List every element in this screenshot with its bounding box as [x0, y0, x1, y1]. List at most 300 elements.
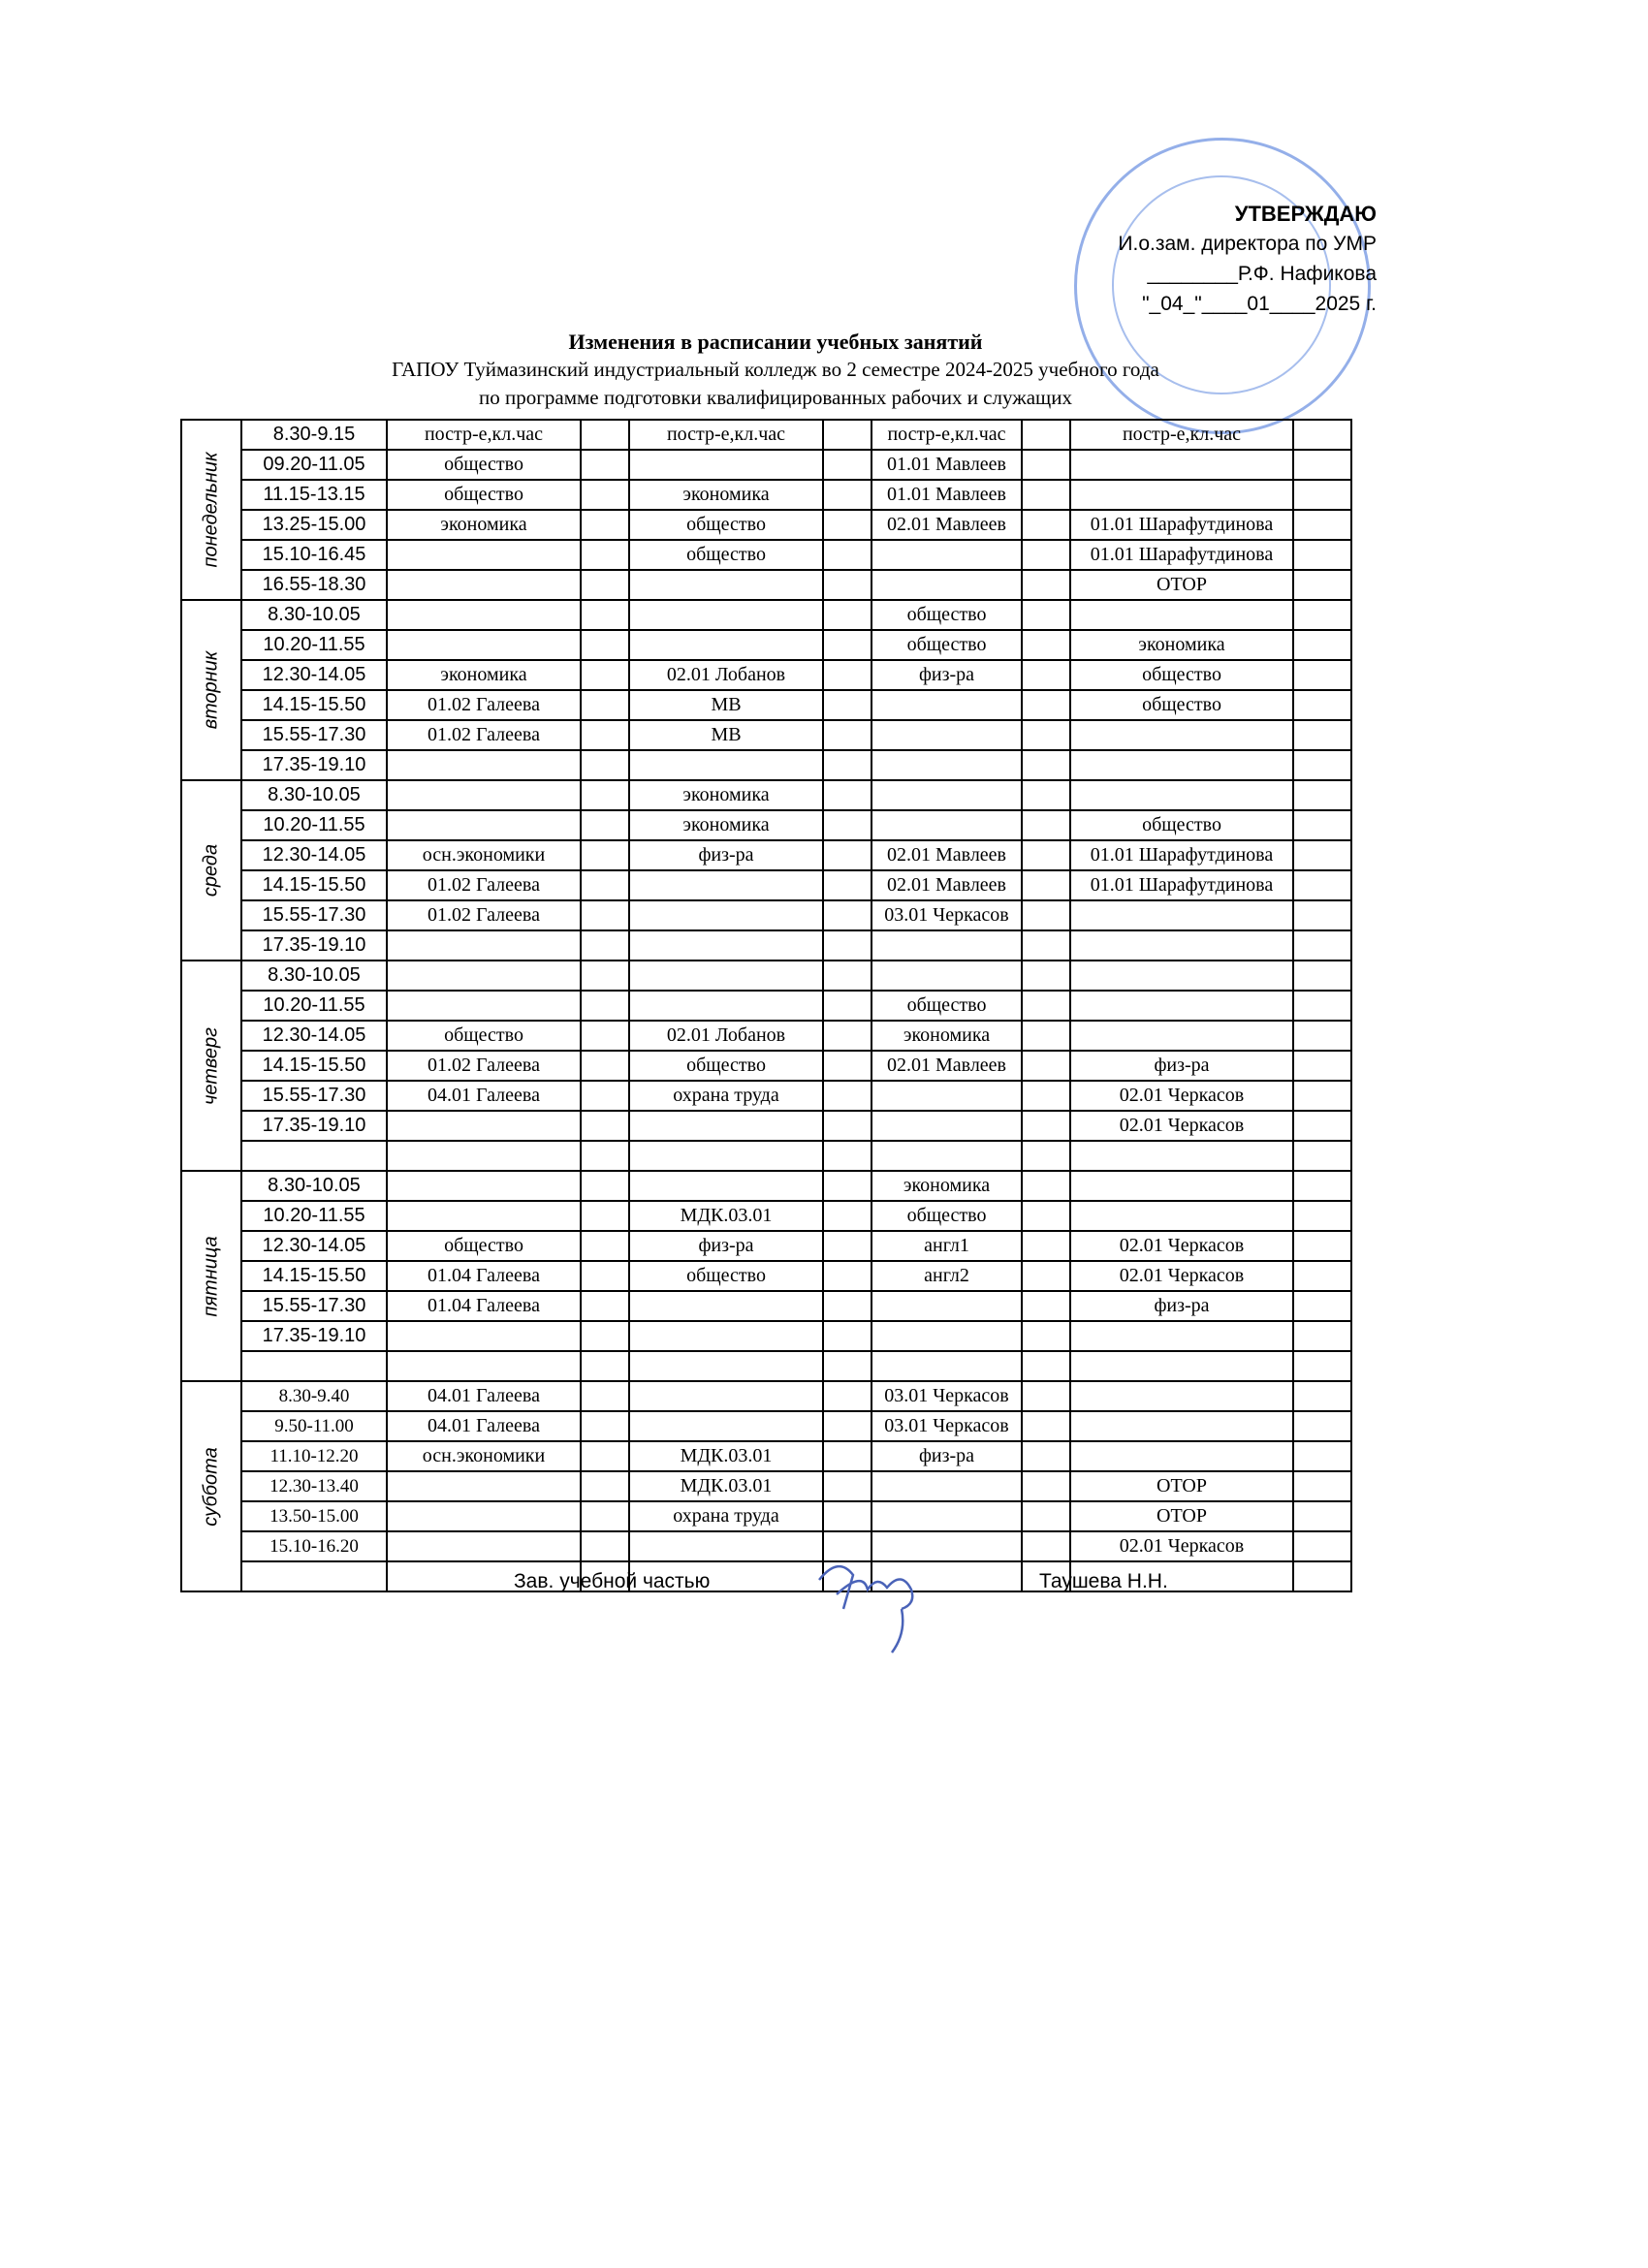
schedule-row — [181, 450, 1351, 480]
group4-subject-cell — [1070, 900, 1293, 930]
group1-subject-cell: экономика — [387, 510, 581, 540]
group3-subject-cell: экономика — [872, 1171, 1022, 1201]
time-cell: 15.55-17.30 — [241, 720, 387, 750]
time-cell — [241, 1351, 387, 1381]
group3-room-cell — [1022, 1081, 1070, 1111]
time-cell: 8.30-10.05 — [241, 780, 387, 810]
group4-subject-cell — [1070, 1441, 1293, 1471]
group1-room-cell — [581, 780, 629, 810]
group3-subject-cell: постр-е,кл.час — [872, 420, 1022, 450]
group3-subject-cell — [872, 540, 1022, 570]
group2-subject-cell — [629, 450, 823, 480]
group2-subject-cell — [629, 1291, 823, 1321]
group1-room-cell — [581, 480, 629, 510]
schedule-row — [181, 1441, 1351, 1471]
time-cell: 15.55-17.30 — [241, 900, 387, 930]
group3-subject-cell: англ1 — [872, 1231, 1022, 1261]
group3-room-cell — [1022, 750, 1070, 780]
group4-subject-cell: 01.01 Шарафутдинова — [1070, 840, 1293, 870]
group4-room-cell — [1293, 450, 1351, 480]
group3-subject-cell: 01.01 Мавлеев — [872, 450, 1022, 480]
group2-subject-cell — [629, 1381, 823, 1411]
time-cell: 10.20-11.55 — [241, 1201, 387, 1231]
group2-room-cell — [823, 510, 872, 540]
schedule-row — [181, 1321, 1351, 1351]
group2-subject-cell — [629, 870, 823, 900]
group2-subject-cell: экономика — [629, 480, 823, 510]
group4-subject-cell: физ-ра — [1070, 1291, 1293, 1321]
group3-subject-cell — [872, 1471, 1022, 1501]
group2-subject-cell: 02.01 Лобанов — [629, 660, 823, 690]
schedule-row — [181, 840, 1351, 870]
group3-subject-cell — [872, 1291, 1022, 1321]
group3-subject-cell: 02.01 Мавлеев — [872, 840, 1022, 870]
group4-subject-cell — [1070, 1321, 1293, 1351]
group2-room-cell — [823, 480, 872, 510]
group4-subject-cell — [1070, 1171, 1293, 1201]
group3-room-cell — [1022, 600, 1070, 630]
group4-subject-cell: 01.01 Шарафутдинова — [1070, 870, 1293, 900]
group2-subject-cell — [629, 1321, 823, 1351]
group3-subject-cell: физ-ра — [872, 660, 1022, 690]
group4-room-cell — [1293, 570, 1351, 600]
group2-room-cell — [823, 420, 872, 450]
group2-room-cell — [823, 690, 872, 720]
group4-subject-cell: 02.01 Черкасов — [1070, 1081, 1293, 1111]
group1-subject-cell — [387, 1351, 581, 1381]
group3-subject-cell: общество — [872, 600, 1022, 630]
group4-subject-cell — [1070, 450, 1293, 480]
group2-subject-cell — [629, 991, 823, 1021]
group1-room-cell — [581, 750, 629, 780]
group4-room-cell — [1293, 840, 1351, 870]
group4-room-cell — [1293, 1531, 1351, 1561]
group1-subject-cell — [387, 630, 581, 660]
group2-subject-cell: экономика — [629, 780, 823, 810]
time-cell: 10.20-11.55 — [241, 630, 387, 660]
group1-room-cell — [581, 570, 629, 600]
group2-room-cell — [823, 1051, 872, 1081]
schedule-row — [181, 961, 1351, 991]
group2-room-cell — [823, 660, 872, 690]
group2-subject-cell — [629, 1351, 823, 1381]
group4-subject-cell: 02.01 Черкасов — [1070, 1231, 1293, 1261]
group4-subject-cell: общество — [1070, 660, 1293, 690]
group4-room-cell — [1293, 690, 1351, 720]
group4-subject-cell: ОТОР — [1070, 1501, 1293, 1531]
group1-subject-cell: осн.экономики — [387, 840, 581, 870]
group4-room-cell — [1293, 1081, 1351, 1111]
group4-room-cell — [1293, 780, 1351, 810]
time-cell: 9.50-11.00 — [241, 1411, 387, 1441]
group4-room-cell — [1293, 1471, 1351, 1501]
schedule-row — [181, 1171, 1351, 1201]
group3-subject-cell — [872, 570, 1022, 600]
group2-subject-cell: охрана труда — [629, 1501, 823, 1531]
group2-room-cell — [823, 1441, 872, 1471]
group2-room-cell — [823, 1321, 872, 1351]
group4-subject-cell — [1070, 1411, 1293, 1441]
group4-room-cell — [1293, 1561, 1351, 1591]
day-label-cell — [181, 420, 241, 600]
day-label-cell — [181, 961, 241, 1171]
group2-room-cell — [823, 1381, 872, 1411]
time-cell: 8.30-10.05 — [241, 600, 387, 630]
time-cell: 12.30-14.05 — [241, 1231, 387, 1261]
group2-room-cell — [823, 600, 872, 630]
group2-room-cell — [823, 570, 872, 600]
group4-room-cell — [1293, 480, 1351, 510]
schedule-row — [181, 720, 1351, 750]
time-cell: 14.15-15.50 — [241, 1261, 387, 1291]
group4-subject-cell: общество — [1070, 690, 1293, 720]
group3-subject-cell: 03.01 Черкасов — [872, 900, 1022, 930]
group4-room-cell — [1293, 1171, 1351, 1201]
group4-room-cell — [1293, 961, 1351, 991]
group3-room-cell — [1022, 870, 1070, 900]
group2-subject-cell: МДК.03.01 — [629, 1471, 823, 1501]
group3-subject-cell: общество — [872, 991, 1022, 1021]
group2-subject-cell — [629, 1141, 823, 1171]
group4-room-cell — [1293, 420, 1351, 450]
group3-room-cell — [1022, 1291, 1070, 1321]
group3-room-cell — [1022, 450, 1070, 480]
group3-room-cell — [1022, 630, 1070, 660]
group1-room-cell — [581, 630, 629, 660]
approval-signer: ________Р.Ф. Нафикова — [1147, 263, 1377, 285]
group3-room-cell — [1022, 1351, 1070, 1381]
day-label-cell — [181, 1381, 241, 1591]
signature-mark — [809, 1551, 955, 1657]
group1-subject-cell: экономика — [387, 660, 581, 690]
group4-subject-cell — [1070, 1021, 1293, 1051]
group1-room-cell — [581, 810, 629, 840]
group2-subject-cell — [629, 1411, 823, 1441]
group4-room-cell — [1293, 1261, 1351, 1291]
group4-room-cell — [1293, 720, 1351, 750]
group1-room-cell — [581, 510, 629, 540]
group2-room-cell — [823, 900, 872, 930]
group2-subject-cell: МВ — [629, 720, 823, 750]
group2-room-cell — [823, 1141, 872, 1171]
time-cell — [241, 1561, 387, 1591]
schedule-row — [181, 1411, 1351, 1441]
group4-room-cell — [1293, 1021, 1351, 1051]
group3-room-cell — [1022, 991, 1070, 1021]
schedule-row — [181, 630, 1351, 660]
group1-subject-cell: 01.02 Галеева — [387, 900, 581, 930]
schedule-row — [181, 900, 1351, 930]
group2-room-cell — [823, 991, 872, 1021]
group1-room-cell — [581, 690, 629, 720]
group4-subject-cell — [1070, 480, 1293, 510]
group3-subject-cell — [872, 1111, 1022, 1141]
group3-subject-cell — [872, 750, 1022, 780]
time-cell: 17.35-19.10 — [241, 750, 387, 780]
group3-subject-cell — [872, 1141, 1022, 1171]
time-cell: 16.55-18.30 — [241, 570, 387, 600]
group2-subject-cell: общество — [629, 510, 823, 540]
group2-room-cell — [823, 1261, 872, 1291]
group2-room-cell — [823, 1501, 872, 1531]
group3-room-cell — [1022, 900, 1070, 930]
group3-subject-cell — [872, 1321, 1022, 1351]
group4-subject-cell: 01.01 Шарафутдинова — [1070, 540, 1293, 570]
group4-room-cell — [1293, 900, 1351, 930]
group4-room-cell — [1293, 750, 1351, 780]
day-name: вторник — [200, 650, 222, 730]
approval-position: И.о.зам. директора по УМР — [1118, 233, 1377, 255]
schedule-row — [181, 810, 1351, 840]
schedule-row — [181, 660, 1351, 690]
group2-room-cell — [823, 810, 872, 840]
schedule-row — [181, 1201, 1351, 1231]
group4-room-cell — [1293, 1381, 1351, 1411]
group4-subject-cell: физ-ра — [1070, 1051, 1293, 1081]
document-subtitle: ГАПОУ Туймазинский индустриальный колледж во 2 семестре 2024-2025 учебного года — [392, 358, 1159, 381]
group4-room-cell — [1293, 660, 1351, 690]
group3-room-cell — [1022, 1141, 1070, 1171]
schedule-row — [181, 420, 1351, 450]
time-cell: 17.35-19.10 — [241, 1111, 387, 1141]
group1-subject-cell — [387, 1471, 581, 1501]
group1-room-cell — [581, 1411, 629, 1441]
schedule-row — [181, 1561, 1351, 1591]
group2-subject-cell: МДК.03.01 — [629, 1441, 823, 1471]
group2-subject-cell: МВ — [629, 690, 823, 720]
group3-room-cell — [1022, 780, 1070, 810]
time-cell: 13.25-15.00 — [241, 510, 387, 540]
time-cell: 17.35-19.10 — [241, 1321, 387, 1351]
group1-subject-cell: осн.экономики — [387, 1441, 581, 1471]
group2-subject-cell — [629, 900, 823, 930]
group1-subject-cell: 01.02 Галеева — [387, 1051, 581, 1081]
group2-subject-cell — [629, 570, 823, 600]
group1-room-cell — [581, 1231, 629, 1261]
group4-room-cell — [1293, 510, 1351, 540]
group2-subject-cell: общество — [629, 540, 823, 570]
group1-subject-cell — [387, 1321, 581, 1351]
time-cell: 12.30-14.05 — [241, 840, 387, 870]
group1-subject-cell: 04.01 Галеева — [387, 1381, 581, 1411]
group4-subject-cell — [1070, 961, 1293, 991]
group4-room-cell — [1293, 1201, 1351, 1231]
schedule-row — [181, 510, 1351, 540]
group1-room-cell — [581, 450, 629, 480]
group1-subject-cell: 04.01 Галеева — [387, 1411, 581, 1441]
group1-subject-cell — [387, 570, 581, 600]
group3-room-cell — [1022, 1201, 1070, 1231]
schedule-table — [180, 419, 1352, 1592]
schedule-row — [181, 1141, 1351, 1171]
schedule-row — [181, 1261, 1351, 1291]
time-cell: 14.15-15.50 — [241, 1051, 387, 1081]
group3-room-cell — [1022, 480, 1070, 510]
time-cell: 14.15-15.50 — [241, 870, 387, 900]
group3-subject-cell — [872, 810, 1022, 840]
time-cell: 8.30-9.40 — [241, 1381, 387, 1411]
group1-subject-cell: 01.04 Галеева — [387, 1261, 581, 1291]
group1-room-cell — [581, 1501, 629, 1531]
group4-subject-cell: 02.01 Черкасов — [1070, 1111, 1293, 1141]
schedule-row — [181, 991, 1351, 1021]
day-label-cell — [181, 780, 241, 961]
group3-subject-cell — [872, 1351, 1022, 1381]
time-cell: 15.55-17.30 — [241, 1291, 387, 1321]
group3-subject-cell: 01.01 Мавлеев — [872, 480, 1022, 510]
group1-subject-cell — [387, 1531, 581, 1561]
group4-room-cell — [1293, 630, 1351, 660]
group3-subject-cell — [872, 1081, 1022, 1111]
schedule-row — [181, 870, 1351, 900]
group3-subject-cell — [872, 720, 1022, 750]
time-cell: 11.10-12.20 — [241, 1441, 387, 1471]
group4-subject-cell: 02.01 Черкасов — [1070, 1261, 1293, 1291]
group2-subject-cell: охрана труда — [629, 1081, 823, 1111]
time-cell: 13.50-15.00 — [241, 1501, 387, 1531]
group2-room-cell — [823, 840, 872, 870]
group1-subject-cell: общество — [387, 1231, 581, 1261]
group4-subject-cell: общество — [1070, 810, 1293, 840]
time-cell: 17.35-19.10 — [241, 930, 387, 961]
group3-subject-cell: физ-ра — [872, 1441, 1022, 1471]
group4-subject-cell: 02.01 Черкасов — [1070, 1531, 1293, 1561]
time-cell: 10.20-11.55 — [241, 991, 387, 1021]
group4-subject-cell — [1070, 750, 1293, 780]
group3-room-cell — [1022, 1021, 1070, 1051]
group1-subject-cell: 04.01 Галеева — [387, 1081, 581, 1111]
group4-subject-cell — [1070, 991, 1293, 1021]
group2-subject-cell: постр-е,кл.час — [629, 420, 823, 450]
document-title: Изменения в расписании учебных занятий — [568, 330, 983, 354]
group3-room-cell — [1022, 1051, 1070, 1081]
group2-subject-cell: 02.01 Лобанов — [629, 1021, 823, 1051]
time-cell: 15.10-16.20 — [241, 1531, 387, 1561]
group2-subject-cell: общество — [629, 1051, 823, 1081]
time-cell: 10.20-11.55 — [241, 810, 387, 840]
group1-subject-cell: постр-е,кл.час — [387, 420, 581, 450]
time-cell: 8.30-10.05 — [241, 1171, 387, 1201]
schedule-row — [181, 1111, 1351, 1141]
group1-subject-cell: 01.02 Галеева — [387, 870, 581, 900]
group1-subject-cell: 01.04 Галеева — [387, 1291, 581, 1321]
group2-subject-cell — [629, 961, 823, 991]
group1-room-cell — [581, 991, 629, 1021]
group1-room-cell — [581, 1441, 629, 1471]
group3-subject-cell: общество — [872, 1201, 1022, 1231]
schedule-row — [181, 1231, 1351, 1261]
group4-subject-cell: ОТОР — [1070, 1471, 1293, 1501]
day-name: пятница — [200, 1235, 222, 1317]
group3-subject-cell: англ2 — [872, 1261, 1022, 1291]
group1-subject-cell — [387, 1501, 581, 1531]
group3-room-cell — [1022, 1321, 1070, 1351]
time-cell: 8.30-10.05 — [241, 961, 387, 991]
approval-title: УТВЕРЖДАЮ — [1234, 202, 1377, 226]
footer-role: Зав. учебной частью — [514, 1570, 711, 1592]
group3-subject-cell: 02.01 Мавлеев — [872, 1051, 1022, 1081]
group2-room-cell — [823, 1111, 872, 1141]
group1-room-cell — [581, 1471, 629, 1501]
schedule-row — [181, 600, 1351, 630]
group1-room-cell — [581, 840, 629, 870]
schedule-row — [181, 1501, 1351, 1531]
group2-room-cell — [823, 450, 872, 480]
group3-room-cell — [1022, 840, 1070, 870]
schedule-row — [181, 480, 1351, 510]
group1-subject-cell: общество — [387, 450, 581, 480]
group4-room-cell — [1293, 1231, 1351, 1261]
group4-room-cell — [1293, 1291, 1351, 1321]
schedule-row — [181, 1291, 1351, 1321]
group1-subject-cell — [387, 750, 581, 780]
group3-room-cell — [1022, 1171, 1070, 1201]
group3-room-cell — [1022, 660, 1070, 690]
group1-subject-cell: 01.02 Галеева — [387, 720, 581, 750]
group2-room-cell — [823, 1171, 872, 1201]
group4-room-cell — [1293, 540, 1351, 570]
schedule-row — [181, 690, 1351, 720]
group4-room-cell — [1293, 1351, 1351, 1381]
schedule-row — [181, 930, 1351, 961]
group3-room-cell — [1022, 540, 1070, 570]
group3-subject-cell: экономика — [872, 1021, 1022, 1051]
group1-subject-cell: общество — [387, 480, 581, 510]
group1-subject-cell: общество — [387, 1021, 581, 1051]
group1-room-cell — [581, 720, 629, 750]
time-cell: 8.30-9.15 — [241, 420, 387, 450]
group1-subject-cell: 01.02 Галеева — [387, 690, 581, 720]
group2-room-cell — [823, 1201, 872, 1231]
group2-room-cell — [823, 961, 872, 991]
time-cell: 12.30-13.40 — [241, 1471, 387, 1501]
approval-block — [1057, 199, 1377, 319]
group4-subject-cell — [1070, 1351, 1293, 1381]
schedule-row — [181, 1351, 1351, 1381]
schedule-row — [181, 750, 1351, 780]
time-cell: 11.15-13.15 — [241, 480, 387, 510]
group3-subject-cell: 03.01 Черкасов — [872, 1411, 1022, 1441]
group1-room-cell — [581, 1291, 629, 1321]
group1-room-cell — [581, 1261, 629, 1291]
group3-room-cell — [1022, 1411, 1070, 1441]
group3-room-cell — [1022, 570, 1070, 600]
group3-subject-cell — [872, 780, 1022, 810]
group1-subject-cell — [387, 1141, 581, 1171]
group4-room-cell — [1293, 1441, 1351, 1471]
group2-room-cell — [823, 630, 872, 660]
group1-subject-cell — [387, 930, 581, 961]
group4-subject-cell — [1070, 1201, 1293, 1231]
day-name: среда — [200, 843, 222, 898]
document-program: по программе подготовки квалифицированных рабочих и служащих — [479, 386, 1072, 409]
group3-room-cell — [1022, 720, 1070, 750]
group3-room-cell — [1022, 690, 1070, 720]
time-cell: 15.55-17.30 — [241, 1081, 387, 1111]
group2-subject-cell — [629, 750, 823, 780]
group2-subject-cell — [629, 630, 823, 660]
group2-room-cell — [823, 1081, 872, 1111]
group1-room-cell — [581, 1111, 629, 1141]
group1-room-cell — [581, 420, 629, 450]
group3-subject-cell: общество — [872, 630, 1022, 660]
day-label-cell — [181, 600, 241, 780]
time-cell: 12.30-14.05 — [241, 660, 387, 690]
schedule-row — [181, 780, 1351, 810]
group4-room-cell — [1293, 1051, 1351, 1081]
group2-subject-cell: МДК.03.01 — [629, 1201, 823, 1231]
group1-room-cell — [581, 1051, 629, 1081]
